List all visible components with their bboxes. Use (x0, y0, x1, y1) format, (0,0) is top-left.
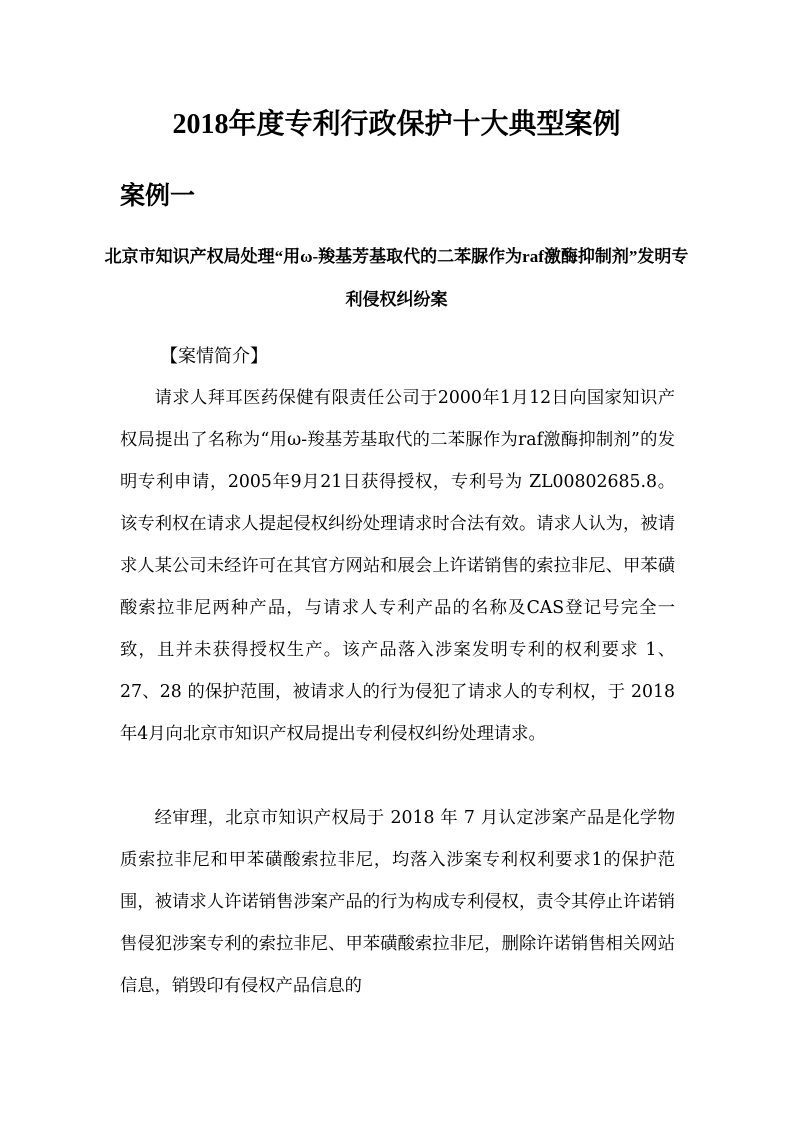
body-paragraph: 经审理，北京市知识产权局于 2018 年 7 月认定涉案产品是化学物质索拉非尼和甲苯磺酸索拉非尼，均落入涉案专利权利要求1的保护范围，被请求人许诺销售涉案产品的行为构成专利侵权，责令其停止许诺销售侵犯涉案专利的索拉非尼、甲苯磺酸索拉非尼，删除许诺销售相关网站信息，销毁印有侵权产品信息的 (120, 808, 675, 996)
section-label: 【案情简介】 (160, 346, 268, 367)
case-heading: 案例一 (120, 183, 196, 210)
document-title: 2018年度专利行政保护十大典型案例 (172, 109, 621, 140)
case-title: 北京市知识产权局处理“用ω-羧基芳基取代的二苯脲作为raf激酶抑制剂”发明专利侵权纠纷案 (104, 247, 689, 309)
body-paragraph: 请求人拜耳医药保健有限责任公司于2000年1月12日向国家知识产权局提出了名称为“用ω-羧基芳基取代的二苯脲作为raf激酶抑制剂”的发明专利申请，2005年9月21日获得授权，专利号为 ZL00802685.8。该专利权在请求人提起侵权纠纷处理请求时合法有效。请求人认为，被请求人某公司未经许可在其官方网站和展会上许诺销售的索拉非尼、甲苯磺酸索拉非尼两种产品，与请求人专利产品的名称及CAS登记号完全一致，且并未获得授权生产。该产品落入涉案发明专利的权利要求 1、27、28 的保护范围，被请求人的行为侵犯了请求人的专利权，于 2018 年4月向北京市知识产权局提出专利侵权纠纷处理请求。 (120, 388, 675, 744)
